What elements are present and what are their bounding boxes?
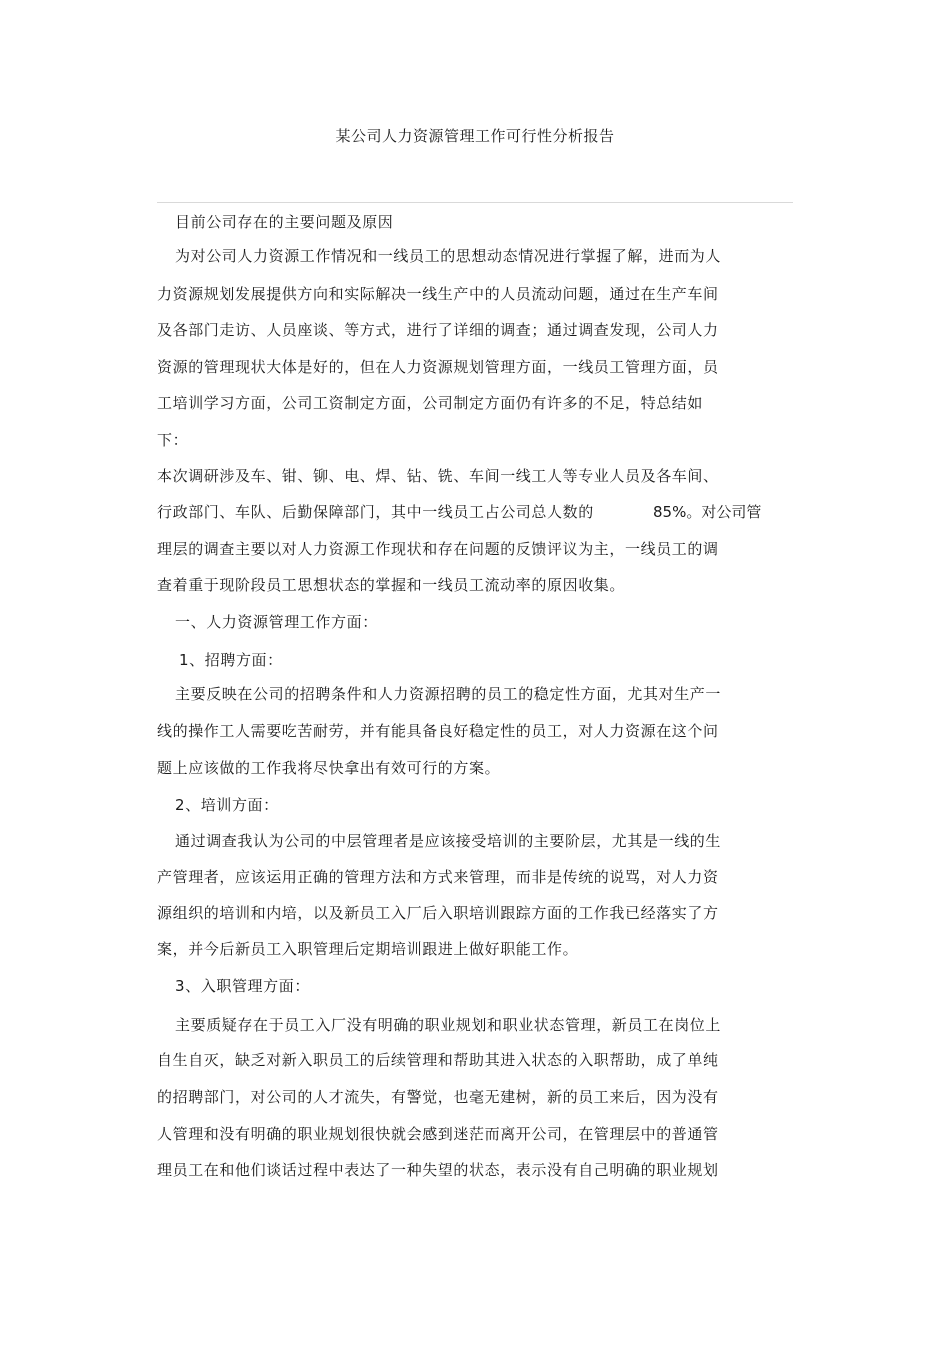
intro-line: 为对公司人力资源工作情况和一线员工的思想动态情况进行掌握了解，进而为人 xyxy=(175,247,722,265)
sub3-line: 自生自灭，缺乏对新入职员工的后续管理和帮助其进入状态的入职帮助，成了单纯 xyxy=(157,1051,719,1069)
sub3-line: 人管理和没有明确的职业规划很快就会感到迷茫而离开公司，在管理层中的普通管 xyxy=(157,1125,719,1143)
sub1-heading: 1、招聘方面： xyxy=(179,651,283,669)
intro-line: 资源的管理现状大体是好的，但在人力资源规划管理方面，一线员工管理方面，员 xyxy=(157,358,719,376)
header-divider xyxy=(157,202,793,203)
sub3-line: 的招聘部门，对公司的人才流失，有警觉，也毫无建树，新的员工来后，因为没有 xyxy=(157,1088,719,1106)
survey-line: 查着重于现阶段员工思想状态的掌握和一线员工流动率的原因收集。 xyxy=(157,576,626,594)
sub1-line: 主要反映在公司的招聘条件和人力资源招聘的员工的稳定性方面，尤其对生产一 xyxy=(175,685,722,703)
sub2-line: 产管理者，应该运用正确的管理方法和方式来管理，而非是传统的说骂，对人力资 xyxy=(157,868,719,886)
survey-line: 理层的调查主要以对人力资源工作现状和存在问题的反馈评议为主，一线员工的调 xyxy=(157,540,719,558)
intro-line: 下： xyxy=(157,431,189,449)
survey-line: 本次调研涉及车、钳、铆、电、焊、钻、铣、车间一线工人等专业人员及各车间、 xyxy=(157,467,719,485)
sub2-line: 案，并今后新员工入职管理后定期培训跟进上做好职能工作。 xyxy=(157,940,579,958)
sub2-line: 源组织的培训和内培，以及新员工入厂后入职培训跟踪方面的工作我已经落实了方 xyxy=(157,904,719,922)
sub2-heading: 2、培训方面： xyxy=(175,796,279,814)
part1-heading: 一、人力资源管理工作方面： xyxy=(175,613,378,631)
section-heading: 目前公司存在的主要问题及原因 xyxy=(175,213,394,231)
intro-line: 力资源规划发展提供方向和实际解决一线生产中的人员流动问题，通过在生产车间 xyxy=(157,285,719,303)
survey-percentage: 85%。对公司管 xyxy=(653,503,762,521)
intro-line: 及各部门走访、人员座谈、等方式，进行了详细的调查；通过调查发现，公司人力 xyxy=(157,321,719,339)
survey-line: 行政部门、车队、后勤保障部门，其中一线员工占公司总人数的 xyxy=(157,503,594,521)
sub1-line: 题上应该做的工作我将尽快拿出有效可行的方案。 xyxy=(157,759,501,777)
sub3-line: 主要质疑存在于员工入厂没有明确的职业规划和职业状态管理，新员工在岗位上 xyxy=(175,1016,722,1034)
sub1-line: 线的操作工人需要吃苦耐劳，并有能具备良好稳定性的员工，对人力资源在这个问 xyxy=(157,722,719,740)
sub3-line: 理员工在和他们谈话过程中表达了一种失望的状态，表示没有自己明确的职业规划 xyxy=(157,1161,719,1179)
sub3-heading: 3、入职管理方面： xyxy=(175,977,310,995)
document-title: 某公司人力资源管理工作可行性分析报告 xyxy=(335,127,615,145)
intro-line: 工培训学习方面，公司工资制定方面，公司制定方面仍有许多的不足，特总结如 xyxy=(157,394,704,412)
sub2-line: 通过调查我认为公司的中层管理者是应该接受培训的主要阶层，尤其是一线的生 xyxy=(175,832,722,850)
